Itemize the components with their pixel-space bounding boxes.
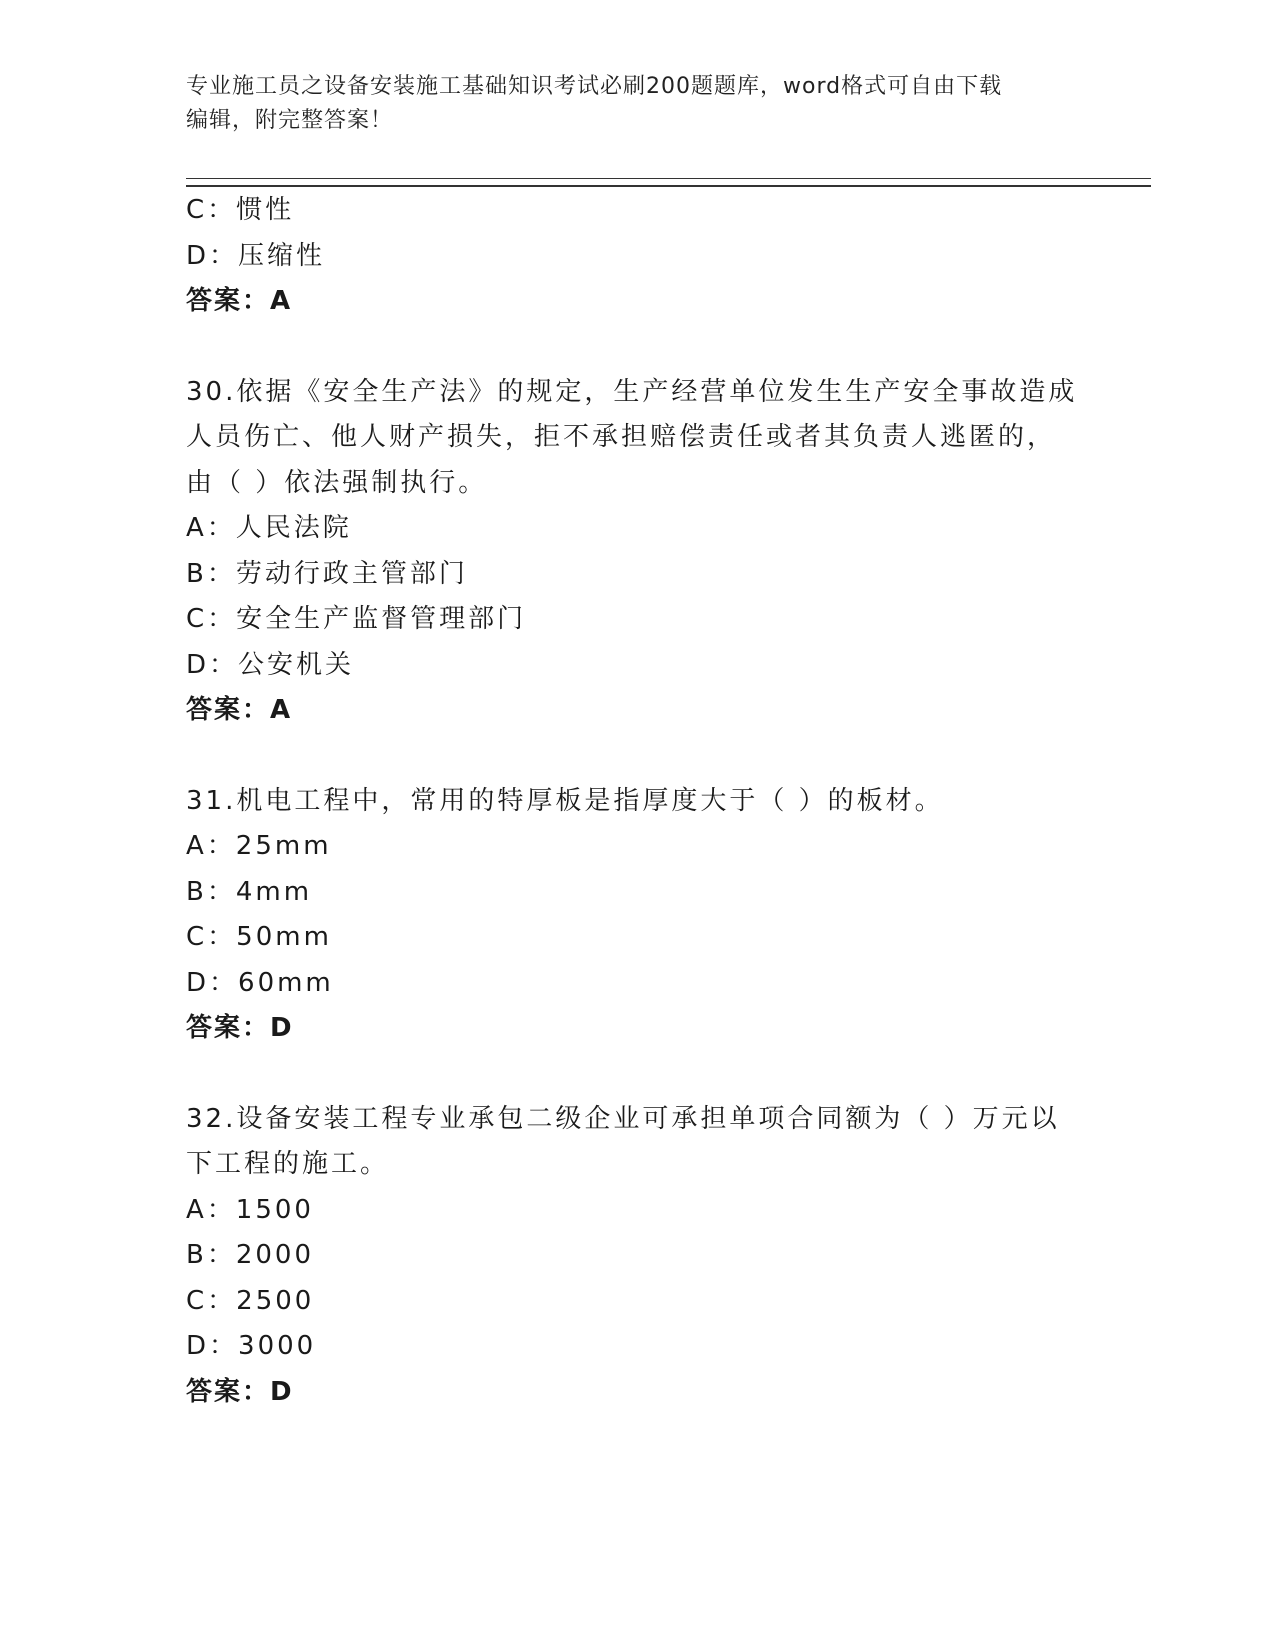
answer-line: 答案：A	[186, 695, 293, 725]
option-b: B：2000	[186, 1240, 315, 1270]
question-text-line: 32.设备安装工程专业承包二级企业可承担单项合同额为（ ）万元以	[186, 1103, 1060, 1134]
question-30	[186, 370, 1086, 734]
answer-line: 答案：A	[186, 286, 293, 316]
option-d: D：公安机关	[186, 649, 355, 680]
answer-line: 答案：D	[186, 1013, 294, 1043]
question-text-line: 人员伤亡、他人财产损失，拒不承担赔偿责任或者其负责人逃匿的，	[186, 422, 1057, 452]
option-c: C：50mm	[186, 922, 332, 952]
question-32	[186, 1097, 1086, 1416]
option-d: D：60mm	[186, 967, 334, 998]
option-c: C：惯性	[186, 195, 295, 225]
option-c: C：2500	[186, 1285, 315, 1316]
option-d: D：3000	[186, 1331, 317, 1361]
question-text-line: 由（ ）依法强制执行。	[186, 467, 488, 498]
header-line-1: 专业施工员之设备安装施工基础知识考试必刷200题题库，word格式可自由下载	[186, 74, 1003, 99]
option-a: A：人民法院	[186, 513, 352, 543]
option-a: A：1500	[186, 1194, 314, 1225]
header-line-2: 编辑，附完整答案！	[186, 108, 394, 133]
option-c: C：安全生产监督管理部门	[186, 604, 527, 634]
question-text-line: 30.依据《安全生产法》的规定，生产经营单位发生生产安全事故造成	[186, 376, 1078, 407]
page-header	[186, 70, 1066, 138]
document-body	[186, 188, 1086, 1415]
option-b: B：劳动行政主管部门	[186, 558, 468, 589]
header-divider	[186, 178, 1151, 187]
question-31	[186, 779, 1086, 1052]
question-text-line: 31.机电工程中，常用的特厚板是指厚度大于（ ）的板材。	[186, 785, 944, 816]
continued-question	[186, 188, 1086, 325]
question-text-line: 下工程的施工。	[186, 1149, 390, 1179]
option-d: D：压缩性	[186, 240, 326, 271]
option-b: B：4mm	[186, 876, 313, 907]
answer-line: 答案：D	[186, 1376, 294, 1407]
option-a: A：25mm	[186, 831, 332, 861]
